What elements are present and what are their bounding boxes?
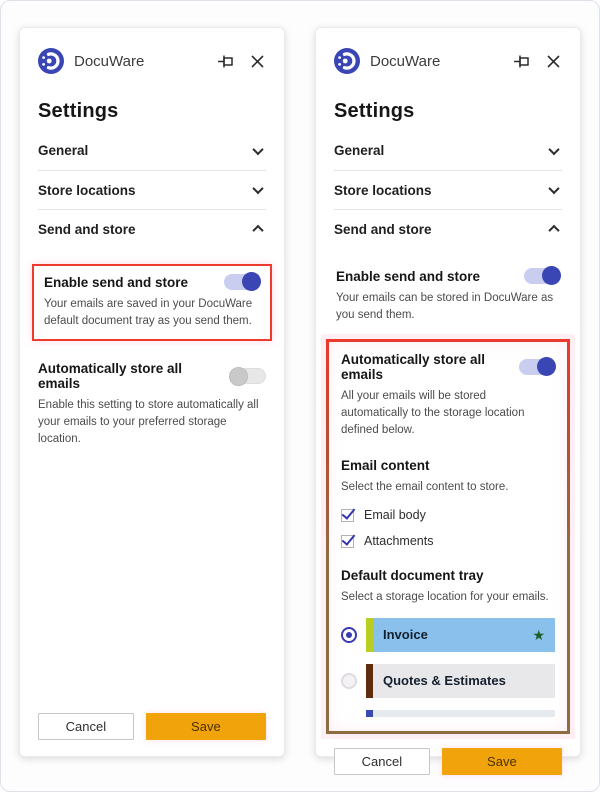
panel-header bbox=[334, 48, 562, 74]
auto-store-label: Automatically store all emails bbox=[38, 361, 183, 392]
close-icon[interactable] bbox=[544, 52, 562, 70]
tray-option-quotes-estimates[interactable]: Quotes & Estimates bbox=[341, 664, 555, 698]
enable-send-toggle[interactable] bbox=[224, 274, 260, 290]
chevron-up-icon bbox=[252, 225, 263, 236]
auto-store-toggle[interactable] bbox=[230, 368, 266, 384]
docuware-logo-icon bbox=[334, 48, 360, 74]
cancel-button[interactable]: Cancel bbox=[334, 748, 430, 775]
app-title: DocuWare bbox=[370, 52, 441, 70]
chevron-up-icon bbox=[548, 225, 559, 236]
email-content-section bbox=[341, 458, 555, 548]
enable-send-description: Your emails are saved in your DocuWare default document tray as you send them. bbox=[44, 298, 253, 327]
tray-color-bar bbox=[366, 618, 373, 652]
default-tray-description: Select a storage location for your emails. bbox=[341, 591, 549, 604]
tray-option-partial bbox=[366, 710, 555, 717]
accordion-item-general[interactable]: General bbox=[38, 131, 266, 170]
enable-send-section bbox=[336, 268, 560, 323]
cancel-button[interactable]: Cancel bbox=[38, 713, 134, 740]
panel-footer bbox=[38, 699, 266, 740]
accordion-item-store-locations[interactable]: Store locations bbox=[334, 170, 562, 209]
auto-store-toggle[interactable] bbox=[519, 359, 555, 375]
accordion-item-general[interactable]: General bbox=[334, 131, 562, 170]
save-button[interactable]: Save bbox=[442, 748, 562, 775]
auto-store-label: Automatically store all emails bbox=[341, 352, 486, 383]
pin-icon[interactable] bbox=[216, 52, 234, 70]
enable-send-toggle[interactable] bbox=[524, 268, 560, 284]
settings-accordion bbox=[38, 131, 266, 248]
settings-accordion bbox=[334, 131, 562, 248]
checkbox-email-body[interactable]: Email body bbox=[341, 508, 555, 522]
accordion-item-send-and-store[interactable]: Send and store bbox=[38, 209, 266, 248]
enable-send-label: Enable send and store bbox=[336, 268, 481, 284]
auto-store-description: Enable this setting to store automatically all your emails to your preferred storage location. bbox=[38, 399, 259, 445]
tray-color-bar bbox=[366, 710, 373, 717]
favorite-star-icon: ★ bbox=[532, 626, 545, 643]
panel-header bbox=[38, 48, 266, 74]
auto-store-description: All your emails will be stored automatically to the storage location defined below. bbox=[341, 390, 525, 436]
radio-selected-icon[interactable] bbox=[341, 627, 357, 643]
annotation-highlight-enable-send bbox=[32, 264, 272, 341]
checkbox-attachments[interactable]: Attachments bbox=[341, 534, 555, 548]
tray-color-bar bbox=[366, 664, 373, 698]
radio-unselected-icon[interactable] bbox=[341, 673, 357, 689]
enable-send-label: Enable send and store bbox=[44, 274, 189, 290]
accordion-item-send-and-store[interactable]: Send and store bbox=[334, 209, 562, 248]
default-tray-title: Default document tray bbox=[341, 568, 484, 584]
page-title: Settings bbox=[38, 100, 119, 122]
checkbox-checked-icon[interactable] bbox=[341, 535, 354, 548]
checkbox-checked-icon[interactable] bbox=[341, 509, 354, 522]
email-content-description: Select the email content to store. bbox=[341, 481, 509, 494]
accordion-item-store-locations[interactable]: Store locations bbox=[38, 170, 266, 209]
chevron-down-icon bbox=[252, 183, 263, 194]
save-button[interactable]: Save bbox=[146, 713, 266, 740]
docuware-logo-icon bbox=[38, 48, 64, 74]
annotation-highlight-auto-store bbox=[326, 339, 570, 733]
tray-option-invoice[interactable]: Invoice ★ bbox=[341, 618, 555, 652]
email-content-title: Email content bbox=[341, 458, 430, 474]
app-title: DocuWare bbox=[74, 52, 145, 70]
pin-icon[interactable] bbox=[512, 52, 530, 70]
chevron-down-icon bbox=[252, 143, 263, 154]
default-tray-section bbox=[341, 568, 555, 717]
auto-store-section bbox=[38, 361, 266, 447]
enable-send-description: Your emails can be stored in DocuWare as you send them. bbox=[336, 292, 554, 321]
settings-panel-left bbox=[19, 27, 285, 757]
close-icon[interactable] bbox=[248, 52, 266, 70]
chevron-down-icon bbox=[548, 143, 559, 154]
page-title: Settings bbox=[334, 100, 415, 122]
settings-panel-right bbox=[315, 27, 581, 769]
chevron-down-icon bbox=[548, 183, 559, 194]
panel-footer bbox=[334, 734, 562, 775]
